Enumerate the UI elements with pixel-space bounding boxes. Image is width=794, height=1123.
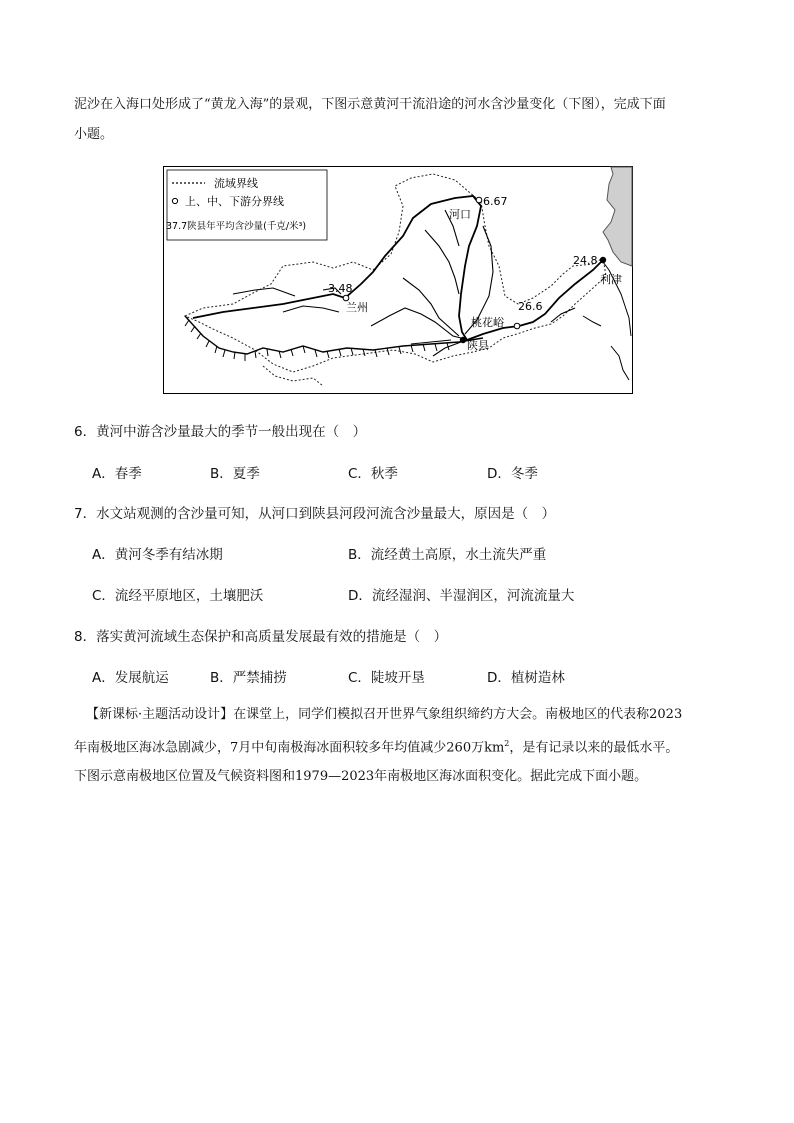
note-line-2-text: 年南极地区海冰急剧减少，7月中旬南极海冰面积较多年均值减少260万km (74, 740, 505, 756)
station-lijin-value: 24.8 (573, 254, 598, 267)
activity-note (74, 700, 734, 791)
station-hekou-value: 6.67 (483, 195, 508, 208)
station-lijin-name: 利津 (600, 273, 622, 286)
note-line-2 (74, 729, 734, 762)
question-8-stem: 8．落实黄河流域生态保护和高质量发展最有效的措施是（ ） (74, 629, 448, 645)
note-line-2-tail: ，是有记录以来的最低水平。 (509, 740, 679, 756)
q8-option-c[interactable]: C．陡坡开垦 (348, 670, 425, 686)
q8-option-b[interactable]: B．严禁捕捞 (210, 670, 287, 686)
yellow-river-map (163, 166, 633, 394)
q6-option-d[interactable]: D．冬季 (487, 466, 538, 482)
legend-basin-boundary: 流域界线 (214, 177, 258, 190)
station-taohuayu-marker (514, 323, 520, 329)
q7-option-d[interactable]: D．流经湿润、半湿润区，河流流量大 (348, 588, 575, 604)
station-lanzhou-value: 3.48 (328, 282, 353, 295)
q8-option-d[interactable]: D．植树造林 (487, 670, 565, 686)
q6-option-b[interactable]: B．夏季 (210, 466, 260, 482)
station-taohuayu-name: 桃花峪 (471, 316, 504, 329)
q8-option-a[interactable]: A．发展航运 (92, 670, 169, 686)
intro-paragraph (74, 90, 734, 150)
intro-line-1: 泥沙在入海口处形成了“黄龙入海”的景观，下图示意黄河干流沿途的河水含沙量变化（下图），完成下面 (74, 97, 666, 112)
station-shanxian-name: 陕县 (467, 339, 489, 352)
station-hekou-marker (476, 197, 482, 203)
reach-boundary-symbol (172, 198, 177, 203)
station-lanzhou-name: 兰州 (346, 301, 368, 314)
legend-sediment-label: 37.7陕县年平均含沙量(千克/米³) (166, 221, 307, 232)
station-hekou-name: 河口 (449, 208, 471, 221)
note-line-3: 下图示意南极地区位置及气候资料图和1979—2023年南极地区海冰面积变化。据此完成下面小题。 (74, 769, 648, 785)
question-7-stem: 7．水文站观测的含沙量可知，从河口到陕县河段河流含沙量最大，原因是（ ） (74, 506, 556, 522)
question-6-stem: 6．黄河中游含沙量最大的季节一般出现在（ ） (74, 424, 367, 440)
station-lijin-marker (600, 257, 606, 263)
q6-option-c[interactable]: C．秋季 (348, 466, 398, 482)
q7-option-c[interactable]: C．流经平原地区，土壤肥沃 (92, 588, 264, 604)
note-line-2-superscript: 2 (504, 739, 510, 748)
intro-line-2: 小题。 (74, 127, 114, 142)
note-line-1: 【新课标·主题活动设计】在课堂上，同学们模拟召开世界气象组织缔约方大会。南极地区的代表称2023 (86, 707, 683, 722)
q6-option-a[interactable]: A．春季 (92, 466, 142, 482)
legend-reach-boundary: 上、中、下游分界线 (185, 195, 284, 208)
station-shanxian-marker (460, 337, 466, 343)
q7-option-b[interactable]: B．流经黄土高原，水土流失严重 (348, 547, 547, 563)
station-taohuayu-value: 26.6 (518, 300, 543, 313)
q7-option-a[interactable]: A．黄河冬季有结冰期 (92, 547, 223, 563)
station-lanzhou-marker (343, 295, 349, 301)
